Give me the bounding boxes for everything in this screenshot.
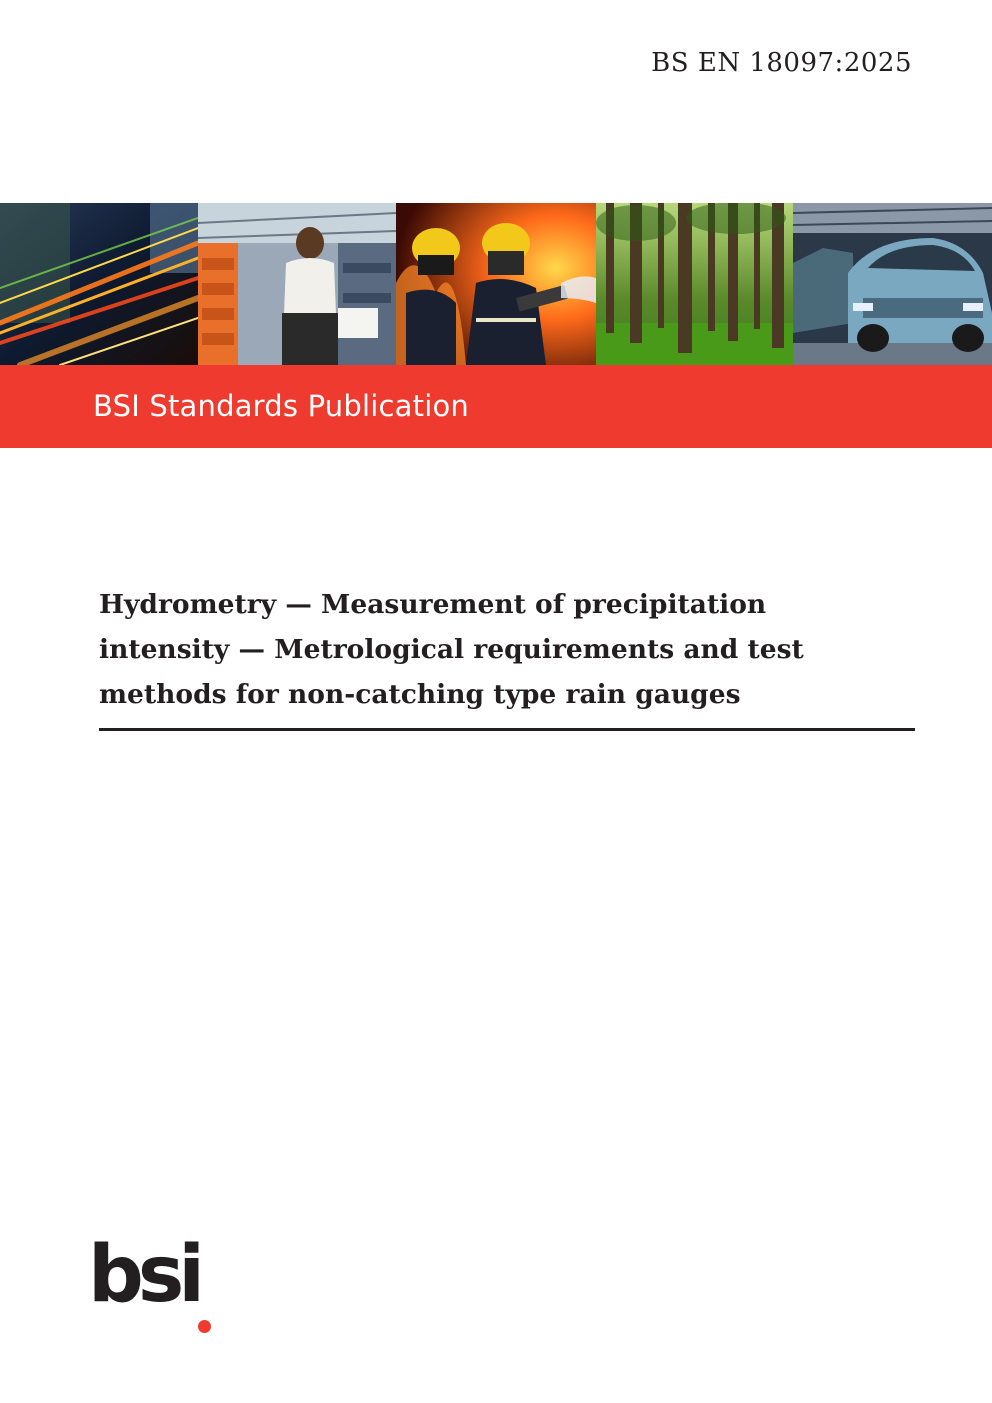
title-line: methods for non-catching type rain gauges: [99, 679, 741, 710]
light-trails-photo: [0, 203, 198, 365]
bsi-logo-dot: [198, 1320, 211, 1333]
publication-label: BSI Standards Publication: [93, 389, 469, 423]
banner-photo-strip: [0, 203, 992, 365]
car-production-photo: [793, 203, 992, 365]
document-title: [99, 582, 919, 717]
forest-photo: [596, 203, 793, 365]
title-divider: [99, 728, 915, 731]
title-line: Hydrometry — Measurement of precipitation: [99, 589, 767, 620]
title-line: intensity — Metrological requirements and test: [99, 634, 804, 665]
warehouse-worker-photo: [198, 203, 396, 365]
firefighters-photo: [396, 203, 596, 365]
bsi-logo-text: bsi: [88, 1230, 199, 1320]
publication-band: [0, 365, 992, 448]
standard-number: BS EN 18097:2025: [651, 48, 912, 78]
